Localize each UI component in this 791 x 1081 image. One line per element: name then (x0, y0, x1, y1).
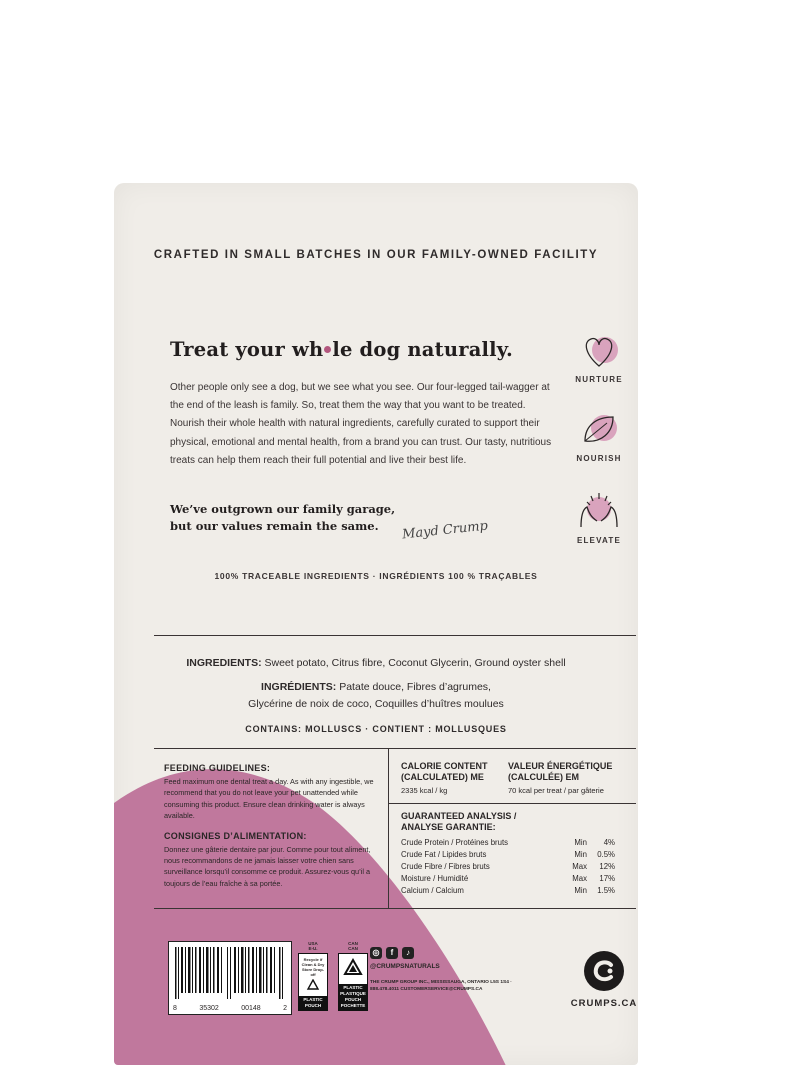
barcode-digit-3: 00148 (241, 1005, 261, 1012)
values-line-2: but our values remain the same. (170, 519, 379, 533)
analysis-title-1: GUARANTEED ANALYSIS / (401, 811, 517, 821)
pink-dot-o (324, 346, 331, 353)
analysis-kind: Min (574, 838, 587, 847)
ingredients-en (114, 657, 638, 669)
analysis-kind: Min (574, 886, 587, 895)
usa-sub-label: E-U. (308, 946, 318, 951)
ingredients-fr-text-1: Patate douce, Fibres d’agrumes, (336, 681, 491, 693)
logo-mark (584, 951, 624, 991)
divider-calorie (388, 803, 636, 804)
hands-icon (575, 487, 623, 533)
calorie-heading-fr (508, 761, 612, 783)
divider-vertical (388, 748, 389, 908)
company-address: THE CRUMP GROUP INC., MISSISSAUGA, ONTARIO L5S 1S4 · 888.478.4011 CUSTOMERSERVICE@CRUMPS.CA (370, 980, 512, 992)
feeding-text-en: Feed maximum one dental treat a day. As with any ingestible, we recommend that you do not leave your pet unattended while consuming this product. Ensure clean drinking water is always available. (164, 777, 374, 821)
analysis-row (401, 874, 626, 886)
nourish-feature (569, 409, 629, 463)
calorie-en-line2: (CALCULATED) ME (401, 772, 484, 782)
ingredients-fr (114, 681, 638, 693)
tiktok-icon[interactable]: ♪ (402, 947, 414, 959)
ingredients-fr-label: INGRÉDIENTS: (261, 681, 337, 693)
analysis-name: Moisture / Humidité (401, 874, 469, 883)
can-label: CAN (348, 941, 358, 946)
barcode-digits (173, 1005, 287, 1012)
canada-recycling-label (338, 941, 368, 1011)
analysis-name: Crude Fat / Lipides bruts (401, 850, 487, 859)
elevate-feature (569, 487, 629, 545)
analysis-kind: Max (572, 862, 587, 871)
barcode-digit-2: 35302 (199, 1005, 219, 1012)
values-line-1: We’ve outgrown our family garage, (170, 502, 396, 516)
analysis-kind: Max (572, 874, 587, 883)
ingredients-en-text: Sweet potato, Citrus fibre, Coconut Glycerin, Ground oyster shell (261, 657, 566, 669)
upc-barcode (168, 941, 292, 1015)
analysis-name: Calcium / Calcium (401, 886, 464, 895)
analysis-kind: Min (574, 850, 587, 859)
ingredients-fr-line2: Glycérine de noix de coco, Coquilles d’huîtres moulues (248, 698, 504, 710)
traceable-ingredients: 100% TRACEABLE INGREDIENTS · INGRÉDIENTS 100 % TRAÇABLES (214, 571, 538, 581)
calorie-value-fr: 70 kcal per treat / par gâterie (508, 786, 604, 795)
usa-label: USA (308, 941, 318, 946)
analysis-value: 1.5% (597, 886, 615, 895)
divider-top (154, 635, 636, 636)
analysis-name: Crude Fibre / Fibres bruts (401, 862, 490, 871)
heart-icon (577, 330, 621, 372)
instagram-icon[interactable]: ◎ (370, 947, 382, 959)
website-url[interactable]: CRUMPS.CA (570, 998, 638, 1009)
guaranteed-analysis-heading (401, 811, 516, 833)
headline (170, 338, 513, 361)
signature: Mayd Crump (401, 518, 489, 543)
analysis-row (401, 838, 626, 850)
feeding-title-en: FEEDING GUIDELINES: (164, 763, 271, 773)
store-dropoff-text: Recycle if Clean & Dry Store Drop-off (301, 957, 325, 977)
nurture-label: NURTURE (575, 375, 623, 384)
feeding-text-fr: Donnez une gâterie dentaire par jour. Comme pour tout aliment, nous recommandons de ne jamais laisser votre chien sans surveillance lorsqu’il consomme ce produit. Assurez-vous qu’il a toujours de l’eau fraîche à sa portée. (164, 844, 371, 888)
calorie-en-line1: CALORIE CONTENT (401, 761, 488, 771)
analysis-row (401, 862, 626, 874)
crumps-logo-icon (584, 951, 624, 991)
usa-recycling-label (298, 941, 328, 1011)
can-sub-label: CAN (348, 946, 358, 951)
calorie-fr-line2: (CALCULÉE) EM (508, 772, 579, 782)
social-icons (370, 947, 414, 959)
facebook-icon[interactable]: f (386, 947, 398, 959)
calorie-value-en: 2335 kcal / kg (401, 786, 448, 795)
analysis-name: Crude Protein / Protéines bruts (401, 838, 509, 847)
analysis-title-2: ANALYSE GARANTIE: (401, 822, 496, 832)
can-pouch-label: PLASTIC PLASTIQUE POUCH POCHETTE (340, 985, 366, 1008)
feeding-guidelines (164, 763, 374, 898)
headline-part2: le dog naturally. (332, 338, 514, 361)
calorie-fr-line1: VALEUR ÉNERGÉTIQUE (508, 761, 613, 771)
brand-story: Other people only see a dog, but we see what you see. Our four-legged tail-wagger at the end of the leash is family. So, treat them the way that you want to be treated. Nourish their whole health with natural ingredients, carefully curated to support their physical, emotional and mental health, from a brand you can trust. Our tasty, nutritious treats can help them reach their full potential and live their best life. (170, 382, 552, 466)
analysis-value: 12% (599, 862, 615, 871)
feeding-title-fr: CONSIGNES D’ALIMENTATION: (164, 830, 307, 841)
barcode-digit-4: 2 (283, 1005, 287, 1012)
nourish-label: NOURISH (576, 454, 622, 463)
analysis-value: 4% (603, 838, 615, 847)
tagline: CRAFTED IN SMALL BATCHES IN OUR FAMILY-OWNED FACILITY (153, 249, 599, 261)
analysis-row (401, 850, 626, 862)
barcode-bars (175, 947, 285, 999)
ingredients-en-label: INGREDIENTS: (186, 657, 262, 669)
analysis-row (401, 886, 626, 898)
elevate-label: ELEVATE (576, 536, 622, 545)
calorie-heading-en (401, 761, 488, 783)
divider-bottom (154, 908, 636, 909)
headline-part1: Treat your wh (170, 338, 324, 361)
social-handle: @CRUMPSNATURALS (370, 963, 440, 970)
product-pouch (114, 183, 638, 1065)
nurture-feature (569, 330, 629, 384)
analysis-value: 0.5% (597, 850, 615, 859)
can-recycle-box (338, 953, 368, 1011)
recycle-icon (306, 979, 320, 993)
allergen-statement: CONTAINS: MOLLUSCS · CONTIENT : MOLLUSQUES (245, 724, 507, 734)
barcode-digit-1: 8 (173, 1005, 177, 1012)
divider-middle (154, 748, 636, 749)
usa-recycle-box (298, 953, 328, 1011)
analysis-value: 17% (599, 874, 615, 883)
recycle-icon (342, 958, 364, 978)
usa-pouch-label: PLASTIC POUCH (299, 996, 327, 1010)
leaf-icon (577, 409, 621, 451)
